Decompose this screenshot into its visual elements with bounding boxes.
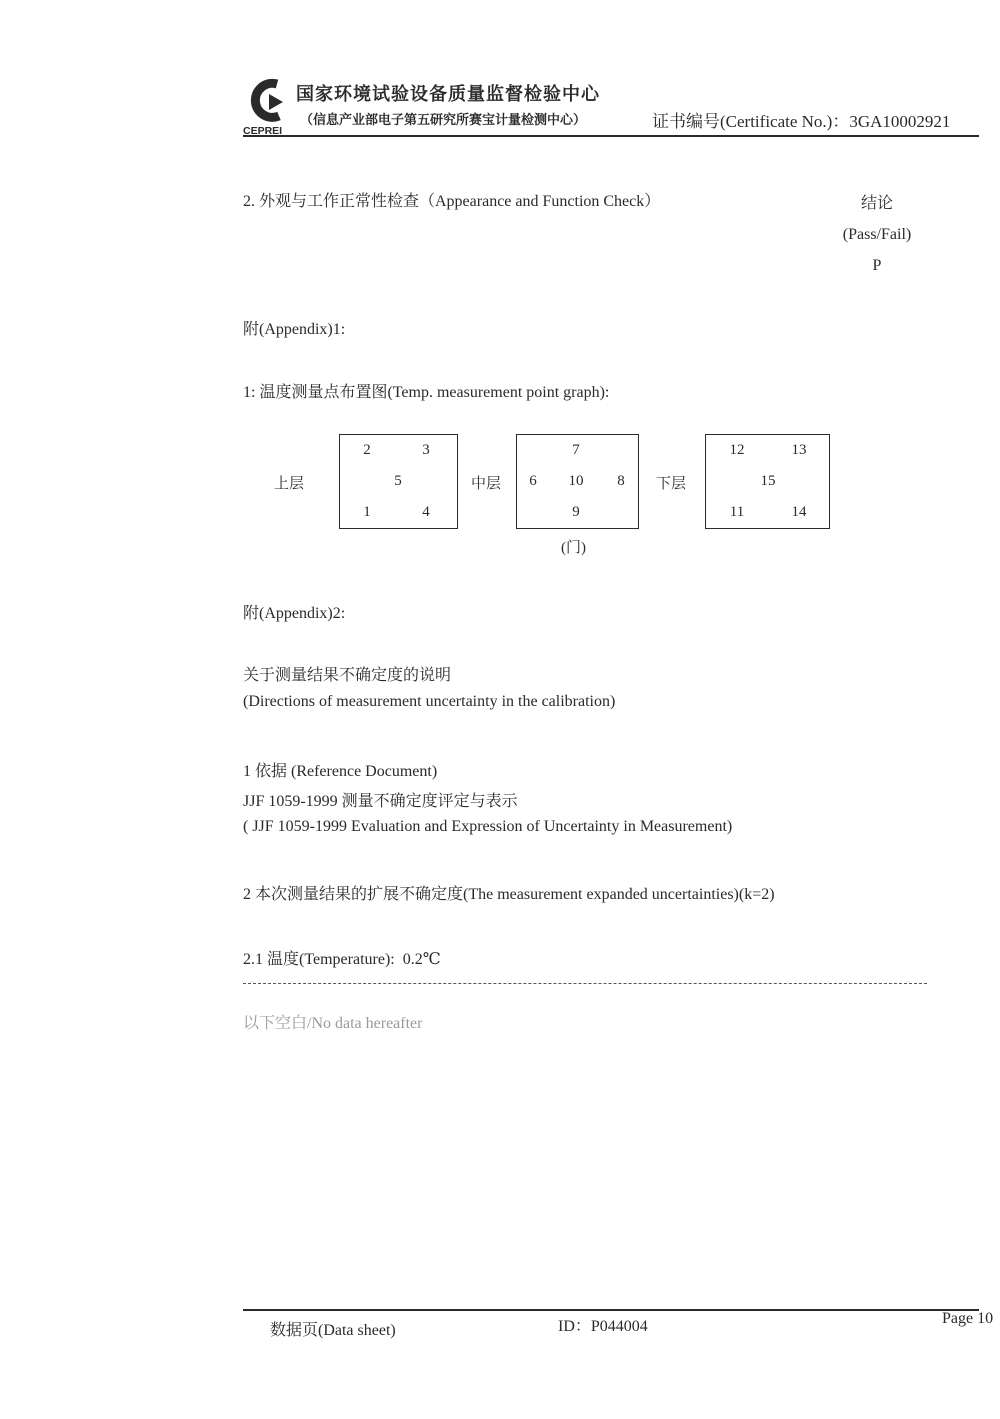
middle-layer-label: 中层 — [471, 476, 502, 492]
footer-rule — [243, 1309, 979, 1311]
temperature-uncertainty — [243, 946, 441, 969]
upper-layer-label: 上层 — [274, 476, 305, 492]
cert-label: 证书编号(Certificate No.)： — [652, 112, 850, 131]
point-15: 15 — [760, 473, 776, 489]
reference-en: ( JJF 1059-1999 Evaluation and Expression of Uncertainty in Measurement) — [243, 818, 733, 835]
point-14: 14 — [791, 504, 807, 520]
no-data-note: 以下空白/No data hereafter — [243, 1015, 423, 1032]
point-11: 11 — [729, 504, 745, 520]
appendix-1-title: 附(Appendix)1: — [243, 321, 346, 338]
org-name: 国家环境试验设备质量监督检验中心 — [296, 84, 600, 105]
point-5: 5 — [394, 473, 402, 489]
page-number: Page 10 — [942, 1310, 994, 1327]
header-rule — [243, 135, 979, 137]
point-9: 9 — [572, 504, 580, 520]
dashed-divider — [243, 983, 927, 984]
point-3: 3 — [422, 442, 430, 458]
point-12: 12 — [729, 442, 745, 458]
point-6: 6 — [529, 473, 537, 489]
conclusion-en: (Pass/Fail) — [842, 226, 912, 243]
point-4: 4 — [422, 504, 430, 520]
graph-title: 1: 温度测量点布置图(Temp. measurement point graph): — [243, 384, 610, 401]
middle-layer-box — [516, 434, 639, 529]
cert-value: 3GA10002921 — [849, 112, 951, 131]
cepei-logo — [243, 74, 295, 136]
conclusion-cn: 结论 — [860, 195, 893, 212]
point-13: 13 — [791, 442, 807, 458]
section-2-title: 2. 外观与工作正常性检查（Appearance and Function Check） — [243, 193, 661, 210]
footer-id-label: ID： — [558, 1318, 591, 1335]
temperature-value: 0.2℃ — [402, 951, 441, 968]
uncertainty-title-en: (Directions of measurement uncertainty in the calibration) — [243, 693, 616, 710]
point-1: 1 — [363, 504, 371, 520]
point-7: 7 — [572, 442, 580, 458]
uncertainty-title-cn: 关于测量结果不确定度的说明 — [243, 667, 452, 684]
lower-layer-box — [705, 434, 830, 529]
lower-layer-label: 下层 — [656, 476, 687, 492]
point-2: 2 — [363, 442, 371, 458]
upper-layer-box — [339, 434, 458, 529]
footer-id-value: P044004 — [590, 1318, 648, 1335]
expanded-uncertainty: 2 本次测量结果的扩展不确定度(The measurement expanded uncertainties)(k=2) — [243, 886, 775, 903]
point-10: 10 — [568, 473, 584, 489]
point-8: 8 — [617, 473, 625, 489]
logo-text: CEPREI — [243, 125, 283, 136]
footer-id — [558, 1313, 648, 1336]
certificate-number — [652, 107, 950, 132]
temperature-label: 2.1 温度(Temperature): — [243, 951, 395, 968]
reference-heading: 1 依据 (Reference Document) — [243, 763, 438, 780]
org-subtitle: （信息产业部电子第五研究所赛宝计量检测中心） — [300, 113, 587, 128]
conclusion-result: P — [872, 257, 882, 274]
conclusion-column — [836, 188, 918, 281]
door-label: (门) — [561, 540, 586, 556]
footer-data-sheet: 数据页(Data sheet) — [270, 1322, 396, 1339]
appendix-2-title: 附(Appendix)2: — [243, 605, 346, 622]
reference-cn: JJF 1059-1999 测量不确定度评定与表示 — [243, 793, 518, 810]
